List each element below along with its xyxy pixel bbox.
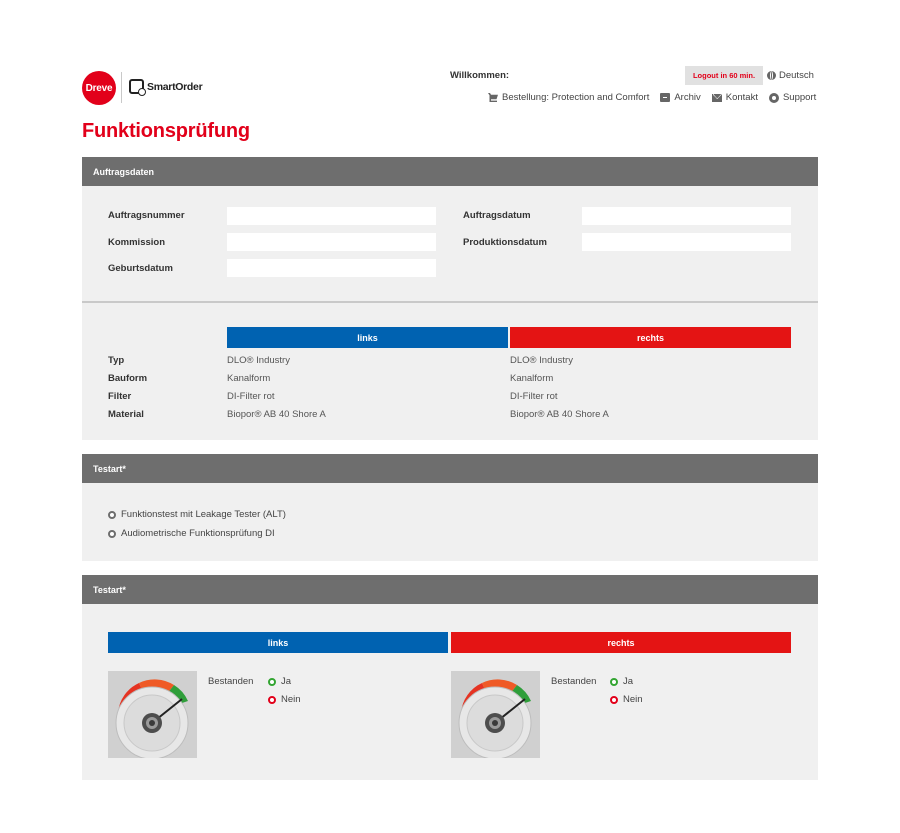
radio-button[interactable] [268,696,276,704]
passed-label-left: Bestanden [208,676,254,687]
nav-item-label: Kontakt [725,92,758,103]
test-option-label: Audiometrische Funktionsprüfung DI [121,528,275,539]
test-option-alt[interactable] [108,509,286,520]
nav-item-support[interactable] [769,92,816,103]
language-selector[interactable] [767,70,814,81]
spec-label-filter: Filter [108,391,132,402]
yes-label: Ja [623,676,634,687]
order-date-label: Auftragsdatum [463,210,531,221]
passed-no-right[interactable] [610,694,643,705]
top-navigation [488,92,816,103]
spec-right-type: DLO® Industry [510,355,573,366]
spec-right-form: Kanalform [510,373,554,384]
nav-item-archive[interactable] [660,92,700,103]
order-data-panel [82,157,818,302]
result-right-header: rechts [451,632,791,653]
gauge-right-image [451,671,540,758]
nav-item-contact[interactable] [712,92,758,103]
nav-item-label: Support [782,92,817,103]
welcome-text: Willkommen: [450,70,510,81]
birth-date-input[interactable] [227,259,436,277]
spec-right-filter: DI-Filter rot [510,391,558,402]
smartorder-logo-text: SmartOrder [147,80,203,93]
smartorder-logo[interactable] [129,79,202,94]
production-date-input[interactable] [582,233,791,251]
archive-icon [660,93,670,102]
spec-left-type: DLO® Industry [227,355,290,366]
yes-label: Ja [281,676,292,687]
right-side-header: rechts [510,327,791,348]
radio-button[interactable] [108,511,116,519]
order-number-label: Auftragsnummer [108,210,185,221]
radio-button[interactable] [108,530,116,538]
globe-icon [767,71,776,80]
order-number-input[interactable] [227,207,436,225]
dreve-logo[interactable]: Dreve [82,71,116,105]
spec-label-material: Material [108,409,144,420]
nav-item-label: Archiv [674,92,701,103]
gauge-left-image [108,671,197,758]
cart-icon [488,93,498,102]
test-result-heading: Testart* [82,575,818,604]
radio-button[interactable] [268,678,276,686]
spec-label-type: Typ [108,355,125,366]
passed-label-right: Bestanden [551,676,597,687]
passed-yes-right[interactable] [610,676,633,687]
logout-button[interactable]: Logout in 60 min. [685,66,763,85]
commission-label: Kommission [108,237,166,248]
production-date-label: Produktionsdatum [463,237,547,248]
test-option-audiometric[interactable] [108,528,275,539]
spec-left-material: Biopor® AB 40 Shore A [227,409,326,420]
language-label: Deutsch [779,70,814,81]
test-option-label: Funktionstest mit Leakage Tester (ALT) [121,509,286,520]
spec-label-form: Bauform [108,373,148,384]
order-data-heading: Auftragsdaten [82,157,818,186]
order-date-input[interactable] [582,207,791,225]
no-label: Nein [623,694,643,705]
spec-left-form: Kanalform [227,373,271,384]
smartorder-logo-icon [129,79,144,94]
logo-divider [121,72,122,103]
test-type-panel [82,454,818,561]
gauge-left-svg [108,671,197,758]
radio-button[interactable] [610,678,618,686]
passed-yes-left[interactable] [268,676,291,687]
page-title: Funktionsprüfung [82,120,250,142]
product-specs-panel [82,303,818,440]
test-type-heading: Testart* [82,454,818,483]
birth-date-label: Geburtsdatum [108,263,173,274]
nav-item-order[interactable] [488,92,649,103]
mail-icon [712,94,722,102]
result-left-header: links [108,632,448,653]
left-side-header: links [227,327,508,348]
spec-left-filter: DI-Filter rot [227,391,275,402]
nav-item-label: Bestellung: Protection and Comfort [502,92,650,103]
lifebuoy-icon [769,93,779,103]
gauge-right-svg [451,671,540,758]
spec-right-material: Biopor® AB 40 Shore A [510,409,609,420]
commission-input[interactable] [227,233,436,251]
radio-button[interactable] [610,696,618,704]
passed-no-left[interactable] [268,694,301,705]
test-result-panel [82,575,818,780]
no-label: Nein [281,694,301,705]
